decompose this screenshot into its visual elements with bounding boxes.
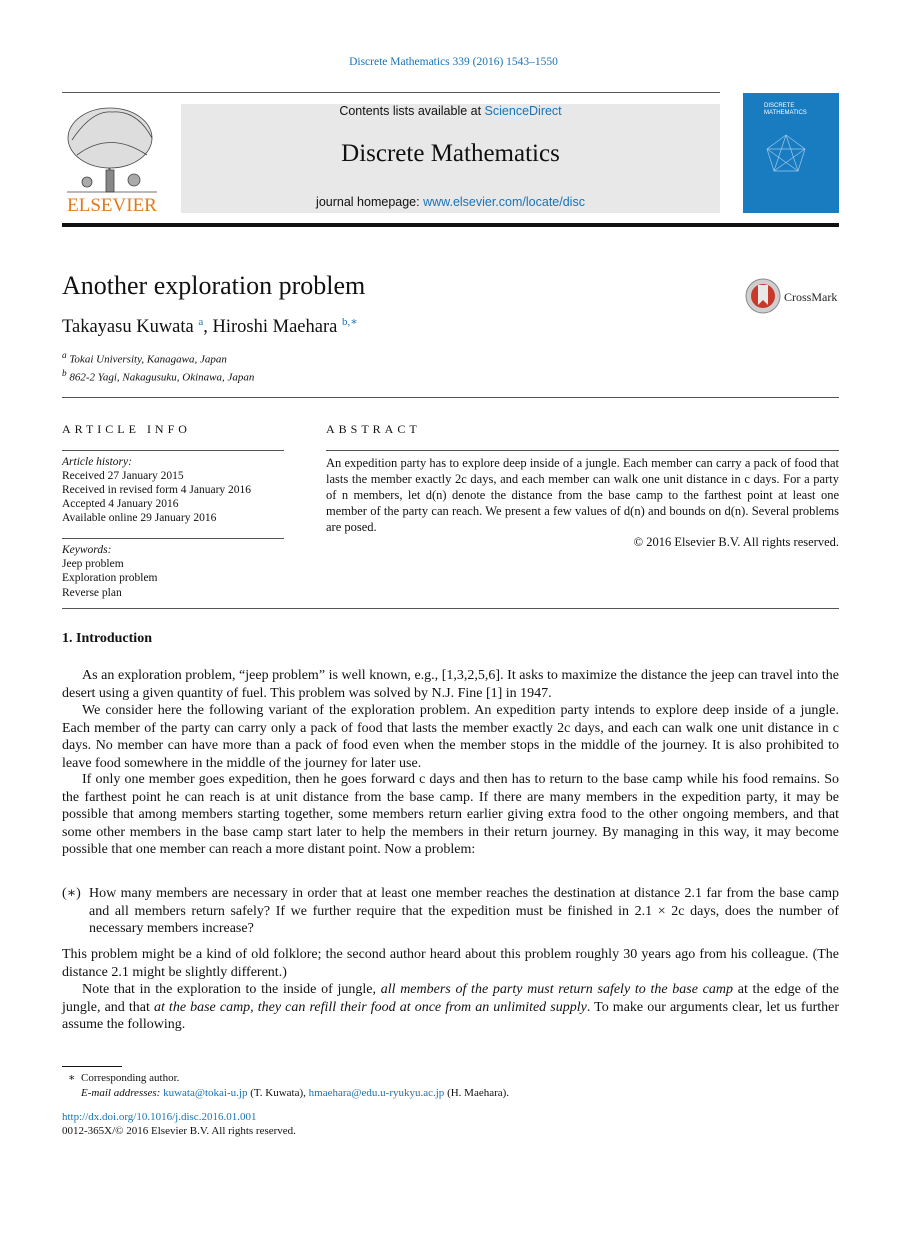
homepage-prefix: journal homepage:: [316, 195, 424, 209]
homepage-link[interactable]: www.elsevier.com/locate/disc: [423, 195, 585, 209]
crossmark-label: CrossMark: [784, 290, 838, 304]
keywords-rule: [62, 538, 284, 539]
elsevier-logo: [62, 100, 162, 215]
keywords-label: Keywords:: [62, 544, 112, 556]
problem-statement: How many members are necessary in order that at least one member reaches the destination at distance 2.1 far from the base camp and all members return safely? If we further require that the expedition must be finished in 2.1 × 2c days, does the number of necessary members increase?: [89, 886, 839, 936]
author-list: [62, 315, 358, 338]
journal-reference[interactable]: Discrete Mathematics 339 (2016) 1543–1550: [349, 56, 558, 68]
author1-affiliation-link[interactable]: a: [198, 316, 204, 328]
paragraph-5: [62, 981, 839, 1034]
email-kuwata-name: (T. Kuwata),: [247, 1087, 309, 1099]
history-online: Available online 29 January 2016: [62, 512, 217, 524]
email-label: E-mail addresses:: [81, 1087, 164, 1099]
email-maehara-name: (H. Maehara).: [444, 1087, 510, 1099]
info-top-rule: [62, 397, 839, 398]
contents-prefix: Contents lists available at: [339, 104, 485, 118]
paragraph-1: As an exploration problem, “jeep problem” is well known, e.g., [1,3,2,5,6]. It asks to maximize the distance the jeep can travel into the desert using a given quantity of fuel. This problem was solved by N.J. Fine [1] in 1947.: [62, 668, 839, 701]
affiliation-a-sup: a: [62, 350, 67, 360]
email-kuwata-link[interactable]: kuwata@tokai-u.jp: [163, 1087, 248, 1099]
history-accepted: Accepted 4 January 2016: [62, 498, 179, 510]
sciencedirect-link[interactable]: ScienceDirect: [484, 104, 562, 118]
section-heading-introduction: 1. Introduction: [62, 631, 152, 646]
paragraph-5-part: . To make our arguments clear, let us further assume the following.: [62, 999, 840, 1032]
paragraph-4: This problem might be a kind of old folklore; the second author heard about this problem roughly 30 years ago from his colleague. (The distance 2.1 might be slightly different.): [62, 947, 839, 980]
crossmark-icon: [745, 277, 840, 315]
email-line: [81, 1087, 509, 1099]
paragraph-2: We consider here the following variant of the exploration problem. An expedition party intends to explore deep inside of a jungle. Each member of the party can carry only a pack of food that lasts the member exactly 2c days, and each can walk one unit distance in c days. No member can have more than a pack of food even when the member stops in the middle of the journey. It is also prohibited to leave food somewhere in the middle of the journey for later use.: [62, 703, 839, 771]
body-top-rule: [62, 608, 839, 609]
issn-line: 0012-365X/© 2016 Elsevier B.V. All rights reserved.: [62, 1125, 296, 1137]
author-separator: ,: [203, 317, 213, 338]
affiliation-a: [62, 350, 227, 366]
author-kuwata: Takayasu Kuwata: [62, 317, 194, 338]
author2-affiliation-link[interactable]: b,∗: [341, 316, 358, 328]
keyword-item: Jeep problem: [62, 558, 124, 570]
author-maehara: Hiroshi Maehara: [212, 317, 338, 338]
corresponding-mark: ∗: [68, 1072, 76, 1084]
abstract-heading: ABSTRACT: [326, 422, 421, 436]
history-revised: Received in revised form 4 January 2016: [62, 484, 252, 496]
homepage-line: [181, 195, 720, 209]
affiliation-b: [62, 368, 254, 384]
corresponding-author-note: Corresponding author.: [81, 1072, 180, 1084]
contents-line: [181, 104, 720, 118]
article-title: Another exploration problem: [62, 271, 366, 300]
elsevier-wordmark: ELSEVIER: [67, 195, 157, 215]
email-maehara-link[interactable]: hmaehara@edu.u-ryukyu.ac.jp: [308, 1087, 445, 1099]
affiliation-a-text: Tokai University, Kanagawa, Japan: [69, 353, 227, 366]
cover-title: DISCRETE MATHEMATICS: [764, 103, 807, 116]
keyword-item: Exploration problem: [62, 572, 158, 584]
footnote-rule: [62, 1066, 122, 1067]
journal-title: Discrete Mathematics: [341, 140, 560, 167]
keyword-item: Reverse plan: [62, 587, 122, 599]
paragraph-5-emphasis: all members of the party must return safely to the base camp: [380, 982, 734, 997]
header-top-rule: [62, 92, 720, 93]
header-bottom-rule: [62, 223, 839, 227]
abstract-copyright: © 2016 Elsevier B.V. All rights reserved.: [633, 535, 839, 549]
article-info-rule: [62, 450, 284, 451]
crossmark-badge[interactable]: [745, 277, 840, 315]
abstract-text: An expedition party has to explore deep inside of a jungle. Each member can carry a pack of food that lasts the member exactly 2c days, and each member can walk one unit distance in c days. For a party of n members, let d(n) denote the distance from the base camp to the farthest point at least one member of the party can reach. We present a few values of d(n) and bounds on d(n). Several problems are posed.: [326, 456, 839, 534]
paragraph-5-emphasis: at the base camp, they can refill their food at once from an unlimited supply: [153, 999, 587, 1015]
problem-label: (∗): [62, 886, 81, 901]
history-received: Received 27 January 2015: [62, 470, 184, 482]
abstract-rule: [326, 450, 839, 451]
affiliation-b-text: 862-2 Yagi, Nakagusuku, Okinawa, Japan: [69, 371, 255, 384]
paragraph-5-part: at the edge of the jungle, and that: [62, 982, 839, 1015]
history-label: Article history:: [62, 456, 132, 468]
elsevier-tree-icon: [62, 100, 162, 215]
paragraph-3: If only one member goes expedition, then he goes forward c days and then has to return to the base camp while his food remains. So the farthest point he can reach is at unit distance from the base camp. If there are many members in the expedition party, it may be possible that among members starting together, some members return earlier giving extra food to the other ongoing members, and that some other members in the base camp start later to help the members in their return journey. By managing in this way, it may become possible that one member can reach a more distant point. Now a problem:: [62, 772, 839, 857]
affiliation-b-sup: b: [62, 368, 67, 378]
article-info-heading: ARTICLE INFO: [62, 422, 191, 436]
doi-link[interactable]: http://dx.doi.org/10.1016/j.disc.2016.01.001: [62, 1111, 257, 1123]
paragraph-5-part: Note that in the exploration to the inside of jungle,: [82, 982, 381, 997]
